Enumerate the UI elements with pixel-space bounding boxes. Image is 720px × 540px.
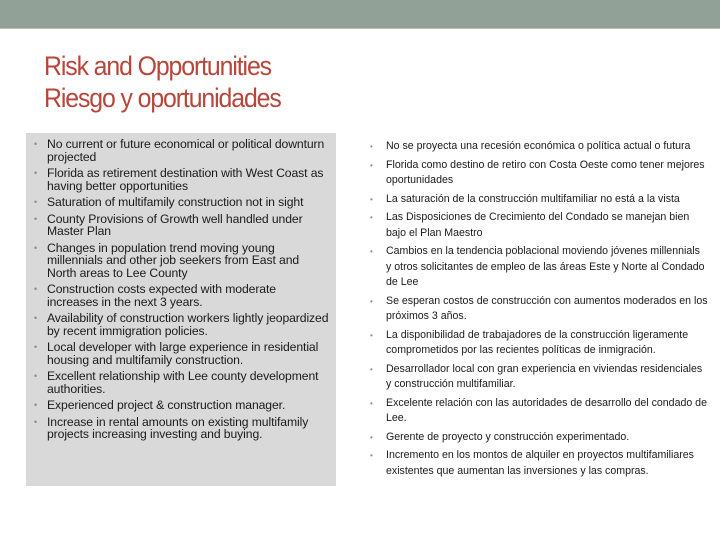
spanish-points-column [368, 139, 708, 482]
english-point: • Availability of construction workers lightly jeopardized by recent immigration policies. [34, 311, 329, 338]
spanish-point: • La disponibilidad de trabajadores de la construcción ligeramente comprometidos por las recientes políticas de inmigración. [370, 328, 689, 356]
spanish-point: • No se proyecta una recesión económica o política actual o futura [368, 139, 708, 155]
bullet-icon: • [34, 284, 38, 294]
bullet-icon: • [370, 364, 373, 374]
english-point: • Saturation of multifamily construction not in sight [34, 195, 304, 209]
bullet-icon: • [370, 160, 373, 170]
bullet-icon: • [34, 197, 38, 207]
spanish-point: • La saturación de la construcción multifamiliar no está a la vista [368, 192, 708, 208]
bullet-icon: • [34, 168, 38, 178]
spanish-point: • Se esperan costos de construcción con aumentos moderados en los próximos 3 años. [370, 294, 708, 322]
bullet-icon: • [34, 213, 38, 224]
bullet-icon: • [34, 342, 38, 352]
bullet-icon: • [34, 313, 38, 323]
top-header-bar [0, 0, 720, 29]
spanish-point: • Incremento en los montos de alquiler en proyectos multifamiliares existentes que aumentan las inversiones y las compras. [370, 449, 694, 477]
english-points-box [26, 133, 336, 486]
english-point: • Florida as retirement destination with West Coast as having better opportunities [34, 166, 324, 193]
spanish-point: • Gerente de proyecto y construcción experimentado. [368, 430, 708, 446]
spanish-point: • Cambios en la tendencia poblacional moviendo jóvenes millennials y otros solicitantes de empleo de las áreas Este y Norte al Condado de Lee [370, 245, 705, 288]
bullet-icon: • [370, 142, 373, 151]
english-point: • County Provisions of Growth well handled under Master Plan [34, 211, 303, 238]
title-spanish: Riesgo y oportunidades [44, 83, 281, 113]
slide-title [44, 50, 281, 114]
english-point: • Increase in rental amounts on existing multifamily projects increasing investing and buying. [34, 414, 309, 441]
bullet-icon: • [370, 330, 373, 340]
bullet-icon: • [370, 296, 373, 306]
english-point: • Changes in population trend moving young millennials and other job seekers from East and North areas to Lee County [34, 240, 300, 280]
english-point: • Excellent relationship with Lee county development authorities. [34, 369, 319, 396]
bullet-icon: • [34, 371, 38, 381]
bullet-icon: • [34, 139, 38, 149]
english-point: • No current or future economical or political downturn projected [34, 137, 325, 164]
bullet-icon: • [370, 451, 373, 460]
english-point: • Experienced project & construction manager. [34, 398, 286, 412]
bullet-icon: • [370, 194, 373, 204]
title-english: Risk and Opportunities [44, 51, 272, 81]
english-bullet-list [26, 133, 336, 441]
bullet-icon: • [370, 213, 373, 222]
bullet-icon: • [34, 416, 38, 427]
english-point: • Construction costs expected with moderate increases in the next 3 years. [34, 282, 276, 309]
bullet-icon: • [370, 398, 373, 408]
spanish-bullet-list [368, 139, 708, 479]
bullet-icon: • [370, 247, 373, 256]
spanish-point: • Florida como destino de retiro con Costa Oeste como tener mejores oportunidades [370, 158, 705, 186]
spanish-point: • Las Disposiciones de Crecimiento del Condado se manejan bien bajo el Plan Maestro [370, 211, 690, 239]
spanish-point: • Excelente relación con las autoridades de desarrollo del condado de Lee. [370, 396, 707, 424]
bullet-icon: • [370, 432, 373, 442]
bullet-icon: • [34, 400, 38, 410]
bullet-icon: • [34, 242, 38, 253]
spanish-point: • Desarrollador local con gran experiencia en viviendas residenciales y construcción multifamiliar. [370, 362, 703, 390]
english-point: • Local developer with large experience in residential housing and multifamily construction. [34, 340, 319, 367]
